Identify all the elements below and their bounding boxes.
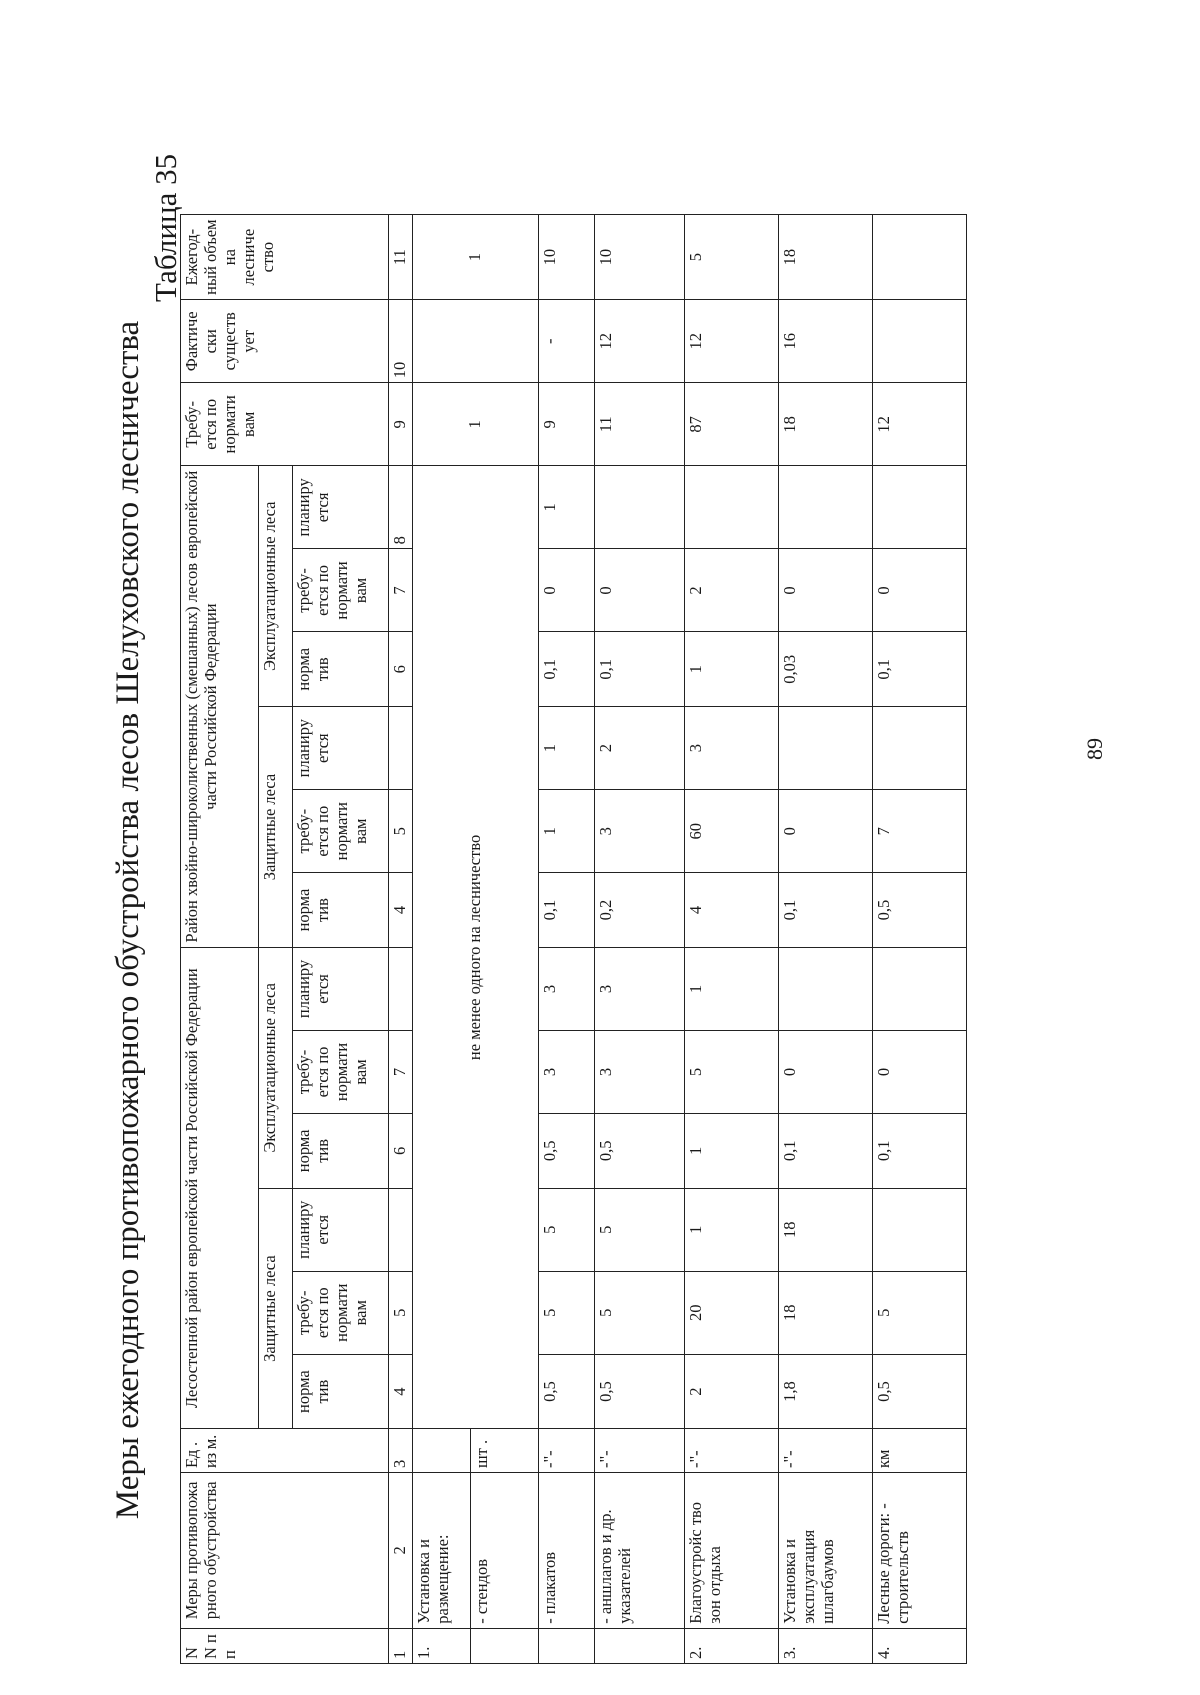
row-unit: -"- [595, 1429, 685, 1473]
merged-note: не менее одного на лесничество [413, 466, 539, 1429]
cell: 5 [595, 1188, 685, 1271]
cell: 2 [685, 1354, 779, 1429]
row-measure: Лесные дороги: - строительств [873, 1473, 967, 1629]
row-measure: Установка и размещение: [413, 1473, 471, 1629]
header-required: требу- ется по нормати вам [293, 549, 389, 632]
cell: 10 [595, 215, 685, 300]
header-actual: Фактиче ски существ ует [181, 300, 389, 383]
row-number [595, 1628, 685, 1663]
cell: 0 [873, 549, 967, 632]
cell [873, 215, 967, 300]
cell: 0 [873, 1030, 967, 1113]
row-measure: - стендов [471, 1473, 539, 1629]
table-row [539, 215, 595, 1664]
cell: 1 [539, 466, 595, 549]
cell: 7 [873, 790, 967, 873]
cell [779, 466, 873, 549]
cell: 10 [539, 215, 595, 300]
cell: 3 [595, 790, 685, 873]
cell: 0,1 [873, 1114, 967, 1189]
cell: 11 [595, 383, 685, 466]
row-measure: - аншлагов и др. указателей [595, 1473, 685, 1629]
cell [873, 1188, 967, 1271]
header-region1: Лесостепной район европейской части Российской Федерации [181, 947, 259, 1429]
header-norm: норма тив [293, 1114, 389, 1189]
row-number: 4. [873, 1628, 967, 1663]
cell [779, 707, 873, 790]
cell: 0 [779, 790, 873, 873]
row-unit: -"- [779, 1429, 873, 1473]
col-number: 4 [389, 873, 413, 948]
cell: 0,5 [595, 1354, 685, 1429]
header-unit: Ед . из м. [181, 1429, 389, 1473]
col-number: 7 [389, 1030, 413, 1113]
header-required-total: Требу- ется по нормати вам [181, 383, 389, 466]
header-norm: норма тив [293, 873, 389, 948]
row-unit [413, 1429, 471, 1473]
cell [873, 300, 967, 383]
cell: 0,1 [539, 632, 595, 707]
cell: 3 [539, 1030, 595, 1113]
header-exploitation-1: Эксплуатационные леса [259, 947, 293, 1188]
table-label: Таблица 35 [148, 153, 183, 302]
header-planned: планиру ется [293, 707, 389, 790]
header-protective-2: Защитные леса [259, 707, 293, 948]
cell: 5 [539, 1188, 595, 1271]
col-number: 9 [389, 383, 413, 466]
cell: 3 [595, 947, 685, 1030]
header-region2: Район хвойно-широколиственных (смешанных) лесов европейской части Российской Федерации [181, 466, 259, 948]
cell [873, 466, 967, 549]
row-number: 3. [779, 1628, 873, 1663]
cell-required: 1 [413, 383, 539, 466]
cell: 5 [873, 1271, 967, 1354]
cell: 0,5 [539, 1114, 595, 1189]
cell: 18 [779, 1188, 873, 1271]
cell [595, 466, 685, 549]
column-number-row [389, 215, 413, 1664]
row-unit: шт . [471, 1429, 539, 1473]
col-number: 1 [389, 1628, 413, 1663]
col-number: 2 [389, 1473, 413, 1629]
cell: 0,1 [539, 873, 595, 948]
header-planned: планиру ется [293, 1188, 389, 1271]
cell: 1 [685, 947, 779, 1030]
cell: 0,5 [595, 1114, 685, 1189]
cell: 0,1 [779, 873, 873, 948]
cell: 1 [539, 790, 595, 873]
cell: 1 [685, 632, 779, 707]
cell [873, 947, 967, 1030]
cell: 12 [873, 383, 967, 466]
cell: 0,1 [873, 632, 967, 707]
col-number: 5 [389, 790, 413, 873]
cell: 0 [779, 1030, 873, 1113]
table-row [873, 215, 967, 1664]
cell: 3 [685, 707, 779, 790]
col-number: 3 [389, 1429, 413, 1473]
cell: 0 [539, 549, 595, 632]
cell: 18 [779, 215, 873, 300]
header-protective-1: Защитные леса [259, 1188, 293, 1429]
col-number: 11 [389, 215, 413, 300]
row-number [471, 1628, 539, 1663]
cell: 4 [685, 873, 779, 948]
header-required: требу- ется по нормати вам [293, 1030, 389, 1113]
cell: 5 [595, 1271, 685, 1354]
cell: 1,8 [779, 1354, 873, 1429]
cell: 3 [595, 1030, 685, 1113]
header-norm: норма тив [293, 632, 389, 707]
header-required: требу- ется по нормати вам [293, 790, 389, 873]
header-measures: Меры противопожа рного обустройства [181, 1473, 389, 1629]
header-annual: Ежегод- ный объем на лесниче ство [181, 215, 389, 300]
table-row [413, 215, 471, 1664]
cell: 0,2 [595, 873, 685, 948]
cell: 12 [685, 300, 779, 383]
col-number: 6 [389, 632, 413, 707]
cell: 16 [779, 300, 873, 383]
cell: 2 [685, 549, 779, 632]
row-number: 1. [413, 1628, 471, 1663]
header-norm: норма тив [293, 1354, 389, 1429]
row-unit: км [873, 1429, 967, 1473]
header-required: требу- ется по нормати вам [293, 1271, 389, 1354]
cell: 12 [595, 300, 685, 383]
fire-measures-table [180, 214, 967, 1664]
col-number: 10 [389, 300, 413, 383]
cell: 18 [779, 383, 873, 466]
cell-actual [413, 300, 539, 383]
col-number [389, 947, 413, 1030]
table-row [685, 215, 779, 1664]
header-nn: N N п п [181, 1628, 389, 1663]
cell: - [539, 300, 595, 383]
col-number: 6 [389, 1114, 413, 1189]
col-number: 5 [389, 1271, 413, 1354]
cell: 2 [595, 707, 685, 790]
header-planned: планиру ется [293, 466, 389, 549]
cell-annual: 1 [413, 215, 539, 300]
row-measure: Установка и эксплуатация шлагбаумов [779, 1473, 873, 1629]
cell: 18 [779, 1271, 873, 1354]
cell [873, 707, 967, 790]
row-unit: -"- [685, 1429, 779, 1473]
cell: 0,03 [779, 632, 873, 707]
cell: 0 [779, 549, 873, 632]
cell: 1 [685, 1114, 779, 1189]
row-measure: - плакатов [539, 1473, 595, 1629]
cell: 0,1 [595, 632, 685, 707]
cell: 60 [685, 790, 779, 873]
cell: 87 [685, 383, 779, 466]
row-number: 2. [685, 1628, 779, 1663]
row-measure: Благоустройс тво зон отдыха [685, 1473, 779, 1629]
cell: 0,5 [873, 1354, 967, 1429]
col-number: 8 [389, 466, 413, 549]
table-row [595, 215, 685, 1664]
col-number: 7 [389, 549, 413, 632]
row-unit: -"- [539, 1429, 595, 1473]
cell: 9 [539, 383, 595, 466]
cell [685, 466, 779, 549]
cell: 3 [539, 947, 595, 1030]
page-number: 89 [1082, 738, 1107, 760]
cell: 0 [595, 549, 685, 632]
cell: 0,5 [873, 873, 967, 948]
cell: 1 [539, 707, 595, 790]
col-number: 4 [389, 1354, 413, 1429]
document-title: Меры ежегодного противопожарного обустройства лесов Шелуховского лесничества [110, 320, 146, 1520]
cell: 5 [539, 1271, 595, 1354]
row-number [539, 1628, 595, 1663]
col-number [389, 707, 413, 790]
cell [779, 947, 873, 1030]
cell: 0,1 [779, 1114, 873, 1189]
cell: 5 [685, 215, 779, 300]
header-exploitation-2: Эксплуатационные леса [259, 466, 293, 707]
table-row [779, 215, 873, 1664]
col-number [389, 1188, 413, 1271]
header-planned: планиру ется [293, 947, 389, 1030]
cell: 5 [685, 1030, 779, 1113]
cell: 20 [685, 1271, 779, 1354]
cell: 0,5 [539, 1354, 595, 1429]
cell: 1 [685, 1188, 779, 1271]
